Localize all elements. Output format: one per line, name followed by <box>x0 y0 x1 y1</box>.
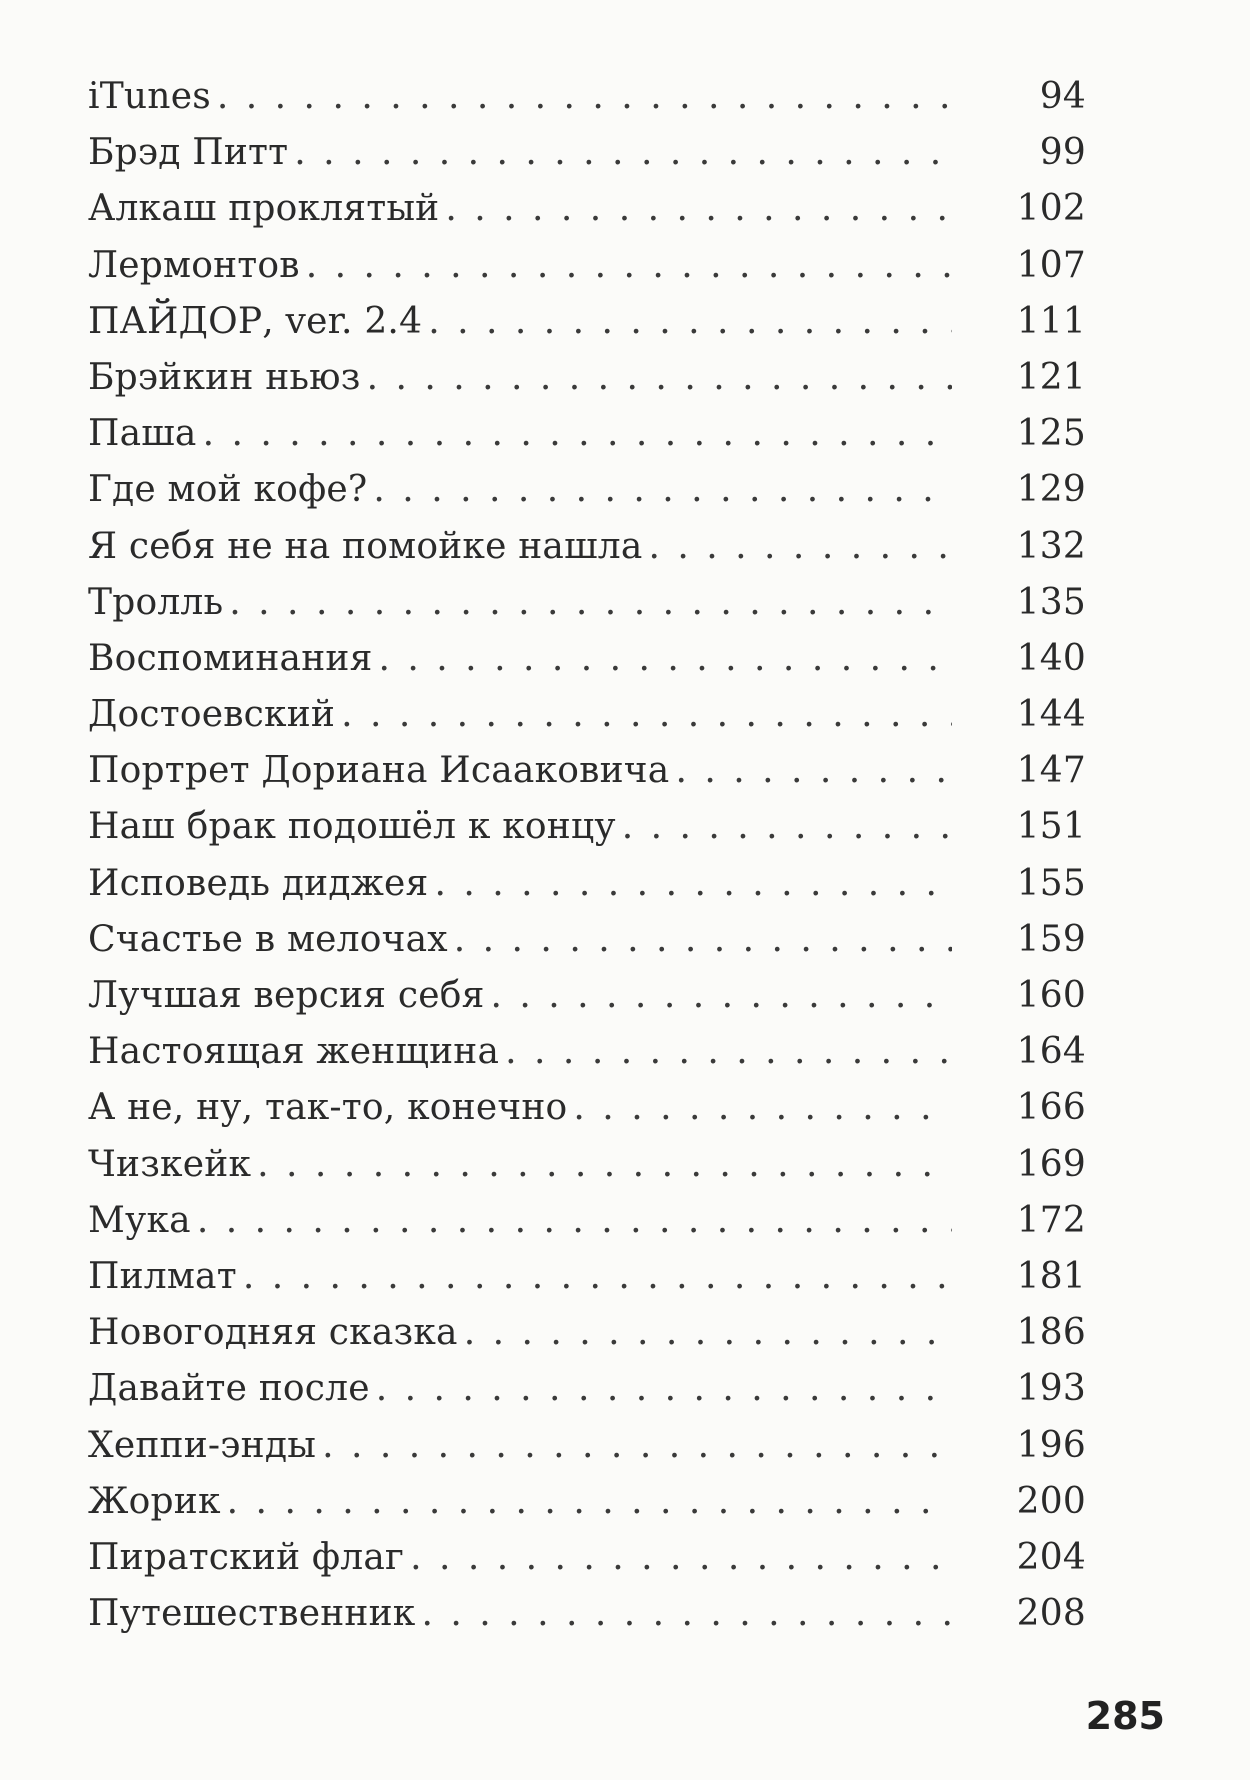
toc-entry-page: 140 <box>1016 637 1086 679</box>
dot-leader <box>464 1312 952 1353</box>
toc-entry-page: 181 <box>1016 1255 1086 1297</box>
toc-entry-title: Счастье в мелочах <box>88 918 448 960</box>
toc-entry-page: 99 <box>1039 132 1086 174</box>
dot-leader <box>445 188 952 229</box>
dot-leader <box>410 1537 952 1578</box>
toc-entry-title: Тролль <box>88 581 224 623</box>
toc-entry-page: 200 <box>1016 1480 1086 1522</box>
dot-leader <box>243 1256 952 1297</box>
toc-entry[interactable] <box>88 1087 1086 1143</box>
toc-entry-page: 129 <box>1016 469 1086 511</box>
toc-entry-page: 151 <box>1016 806 1086 848</box>
toc-entry[interactable] <box>88 76 1086 132</box>
toc-entry-title: Мука <box>88 1199 191 1241</box>
dot-leader <box>422 1593 952 1634</box>
dot-leader <box>454 919 952 960</box>
toc-entry-title: ПАЙДОР, ver. 2.4 <box>88 300 423 342</box>
toc-entry-title: Лучшая версия себя <box>88 975 485 1016</box>
toc-entry[interactable] <box>88 1312 1086 1368</box>
toc-entry-title: Настоящая женщина <box>88 1031 500 1073</box>
toc-entry-title: Я себя не на помойке нашла <box>88 525 643 567</box>
toc-entry[interactable] <box>88 1481 1086 1537</box>
toc-entry-title: Портрет Дориана Исааковича <box>88 750 670 792</box>
toc-entry-page: 169 <box>1016 1143 1086 1185</box>
toc-entry-title: А не, ну, так-то, конечно <box>88 1087 568 1129</box>
dot-leader <box>229 582 952 623</box>
dot-leader <box>505 1031 952 1072</box>
dot-leader <box>341 694 952 735</box>
toc-entry-title: Пилмат <box>88 1255 237 1297</box>
toc-entry-title: Воспоминания <box>88 637 373 679</box>
toc-entry[interactable] <box>88 413 1086 469</box>
toc-entry-title: Исповедь диджея <box>88 862 429 904</box>
dot-leader <box>675 750 952 791</box>
toc-entry-page: 196 <box>1016 1424 1086 1466</box>
toc-entry-page: 111 <box>1016 300 1086 342</box>
dot-leader <box>257 1144 952 1185</box>
toc-entry-title: iTunes <box>88 76 211 117</box>
toc-entry[interactable] <box>88 1368 1086 1424</box>
toc-entry-title: Хеппи-энды <box>88 1424 317 1466</box>
toc-entry-title: Жорик <box>88 1480 221 1522</box>
dot-leader <box>217 76 952 117</box>
toc-entry-title: Брэд Питт <box>88 132 289 174</box>
toc-entry-title: Новогодняя сказка <box>88 1312 458 1354</box>
dot-leader <box>434 863 952 904</box>
toc-entry-title: Достоевский <box>88 694 336 736</box>
toc-entry-page: 193 <box>1016 1368 1086 1410</box>
toc-entry-page: 160 <box>1016 975 1086 1016</box>
toc-entry-title: Путешественник <box>88 1593 416 1635</box>
toc-entry-page: 147 <box>1016 750 1086 792</box>
toc-entry-title: Где мой кофе? <box>88 469 368 511</box>
toc-entry-title: Брэйкин ньюз <box>88 356 361 398</box>
toc-entry-page: 204 <box>1016 1536 1086 1578</box>
toc-entry-page: 208 <box>1016 1593 1086 1635</box>
table-of-contents <box>88 76 1086 1649</box>
toc-entry[interactable] <box>88 1537 1086 1593</box>
toc-entry-title: Лермонтов <box>88 244 300 286</box>
toc-entry-title: Наш брак подошёл к концу <box>88 806 616 848</box>
toc-entry-title: Пиратский флаг <box>88 1536 405 1578</box>
toc-entry-page: 107 <box>1016 244 1086 286</box>
toc-entry[interactable] <box>88 694 1086 750</box>
toc-entry[interactable] <box>88 1593 1086 1649</box>
dot-leader <box>379 638 952 679</box>
dot-leader <box>573 1087 952 1128</box>
toc-entry[interactable] <box>88 526 1086 582</box>
toc-entry-page: 164 <box>1016 1031 1086 1073</box>
toc-entry[interactable] <box>88 245 1086 301</box>
toc-entry[interactable] <box>88 750 1086 806</box>
toc-entry[interactable] <box>88 1031 1086 1087</box>
toc-entry[interactable] <box>88 1256 1086 1312</box>
toc-entry-page: 172 <box>1016 1199 1086 1241</box>
toc-entry-page: 94 <box>1039 76 1086 117</box>
dot-leader <box>203 413 952 454</box>
toc-entry[interactable] <box>88 1144 1086 1200</box>
dot-leader <box>373 469 952 510</box>
toc-entry-page: 125 <box>1016 413 1086 455</box>
dot-leader <box>294 132 952 173</box>
toc-entry-page: 144 <box>1016 694 1086 736</box>
toc-entry-title: Чизкейк <box>88 1143 252 1185</box>
dot-leader <box>376 1368 952 1409</box>
page-number: 285 <box>1085 1694 1165 1738</box>
toc-entry-page: 102 <box>1016 188 1086 230</box>
toc-entry[interactable] <box>88 919 1086 975</box>
toc-entry[interactable] <box>88 188 1086 244</box>
dot-leader <box>367 357 952 398</box>
dot-leader <box>428 301 952 342</box>
toc-entry[interactable] <box>88 357 1086 413</box>
toc-entry[interactable] <box>88 638 1086 694</box>
toc-entry-page: 135 <box>1016 581 1086 623</box>
toc-entry-page: 186 <box>1016 1312 1086 1354</box>
dot-leader <box>227 1481 952 1522</box>
toc-entry-page: 155 <box>1016 862 1086 904</box>
dot-leader <box>306 245 952 286</box>
toc-entry[interactable] <box>88 1425 1086 1481</box>
toc-entry[interactable] <box>88 975 1086 1031</box>
toc-entry[interactable] <box>88 469 1086 525</box>
toc-entry-title: Алкаш проклятый <box>88 188 440 230</box>
toc-entry[interactable] <box>88 132 1086 188</box>
dot-leader <box>322 1425 952 1466</box>
toc-entry-title: Давайте после <box>88 1368 370 1410</box>
toc-entry-page: 132 <box>1016 525 1086 567</box>
dot-leader <box>649 526 953 567</box>
dot-leader <box>491 975 953 1016</box>
toc-entry-page: 121 <box>1016 356 1086 398</box>
toc-entry-page: 159 <box>1016 918 1086 960</box>
toc-entry-title: Паша <box>88 413 197 455</box>
toc-entry[interactable] <box>88 1200 1086 1256</box>
toc-entry[interactable] <box>88 863 1086 919</box>
toc-entry-page: 166 <box>1016 1087 1086 1129</box>
toc-entry[interactable] <box>88 301 1086 357</box>
toc-entry[interactable] <box>88 806 1086 862</box>
toc-entry[interactable] <box>88 582 1086 638</box>
dot-leader <box>197 1200 952 1241</box>
dot-leader <box>622 806 952 847</box>
